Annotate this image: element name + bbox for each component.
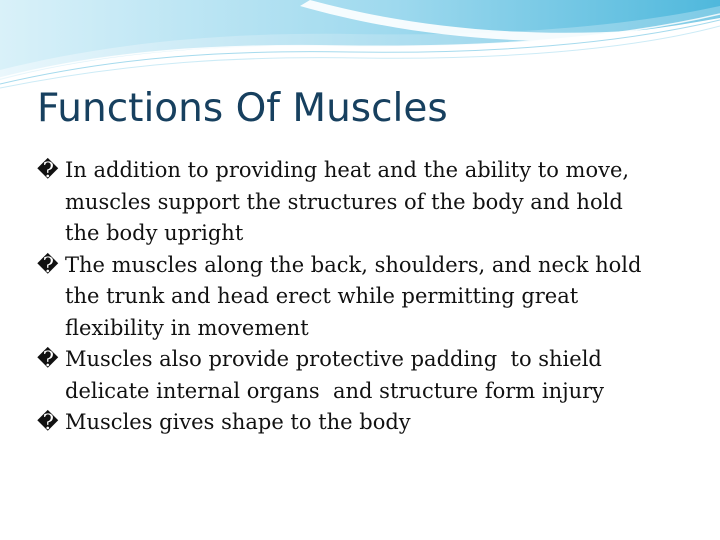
- missing-glyph-icon: �: [37, 158, 59, 182]
- header-wave-decoration: [0, 0, 720, 90]
- missing-glyph-icon: �: [37, 347, 59, 371]
- bullet-line: the trunk and head erect while permitting great: [65, 284, 579, 308]
- bullet-line: In addition to providing heat and the ability to move,: [65, 158, 630, 182]
- missing-glyph-icon: �: [37, 252, 59, 277]
- bullet-line: muscles support the structures of the body and hold: [65, 189, 623, 214]
- bullet-item: [37, 250, 707, 345]
- slide-title: Functions Of Muscles: [37, 86, 448, 131]
- bullet-line: The muscles along the back, shoulders, and neck hold: [65, 252, 642, 277]
- bullet-line: Muscles also provide protective padding to shield: [65, 347, 602, 371]
- bullet-item: [37, 344, 707, 407]
- missing-glyph-icon: �: [37, 410, 59, 434]
- bullet-line: delicate internal organs and structure form injury: [65, 378, 605, 403]
- bullet-item: [37, 407, 707, 439]
- bullet-list: [37, 155, 707, 439]
- bullet-line: flexibility in movement: [65, 315, 309, 340]
- bullet-line: the body upright: [65, 221, 244, 245]
- bullet-line: Muscles gives shape to the body: [65, 410, 411, 434]
- bullet-item: [37, 155, 707, 250]
